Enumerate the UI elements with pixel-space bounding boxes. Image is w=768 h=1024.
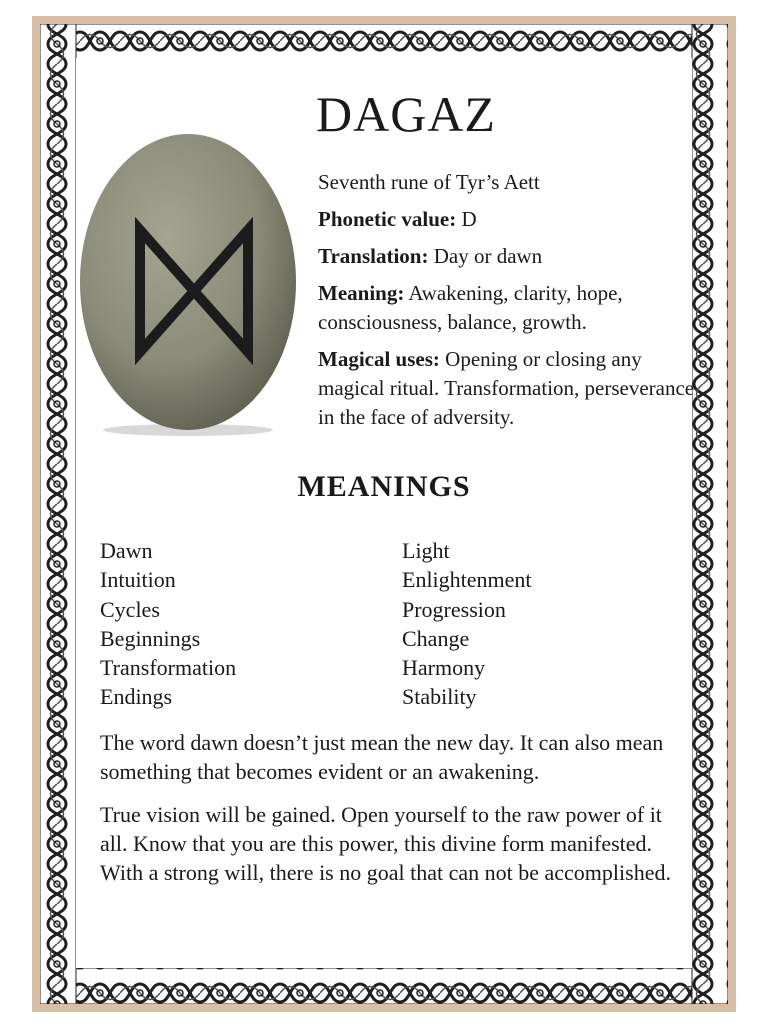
list-item: Progression xyxy=(402,596,506,622)
description xyxy=(100,728,690,901)
description-paragraph: True vision will be gained. Open yourself to the raw power of it all. Know that you are this power, this divine form manifested. With a strong will, there is no goal that can not be accomplished. xyxy=(100,802,671,885)
description-paragraph: The word dawn doesn’t just mean the new day. It can also mean something that becomes evident or an awakening. xyxy=(100,730,664,784)
aett-line: Seventh rune of Tyr’s Aett xyxy=(318,170,540,194)
page-title: DAGAZ xyxy=(316,86,496,142)
translation-value: Day or dawn xyxy=(433,244,543,268)
magical-uses-value: Opening or closing any magical ritual. Transformation, perseverance in the face of adversity. xyxy=(318,347,695,429)
phonetic-label: Phonetic value: xyxy=(318,207,457,231)
meaning-value: Awakening, clarity, hope, consciousness, balance, growth. xyxy=(318,281,623,334)
list-item: Transformation xyxy=(100,655,237,681)
meanings-list-right xyxy=(402,536,532,712)
magical-uses-line xyxy=(318,345,703,432)
list-item: Change xyxy=(402,625,470,651)
phonetic-line xyxy=(318,205,703,234)
translation-line xyxy=(318,242,703,271)
rune-info xyxy=(318,168,703,440)
list-item: Stability xyxy=(402,684,477,710)
list-item: Harmony xyxy=(402,655,486,681)
meaning-label: Meaning: xyxy=(318,281,405,305)
list-item: Dawn xyxy=(100,538,153,563)
phonetic-value: D xyxy=(461,207,477,231)
list-item: Light xyxy=(402,538,450,563)
list-item: Beginnings xyxy=(100,625,201,651)
translation-label: Translation: xyxy=(318,244,429,268)
list-item: Endings xyxy=(100,684,173,710)
list-item: Enlightenment xyxy=(402,567,532,593)
meanings-heading: MEANINGS xyxy=(297,470,471,503)
list-item: Cycles xyxy=(100,596,160,622)
list-item: Intuition xyxy=(100,567,176,593)
meanings-list-left xyxy=(100,536,236,712)
meaning-line xyxy=(318,279,703,337)
rune-stone-image xyxy=(78,130,298,440)
magical-uses-label: Magical uses: xyxy=(318,347,440,371)
